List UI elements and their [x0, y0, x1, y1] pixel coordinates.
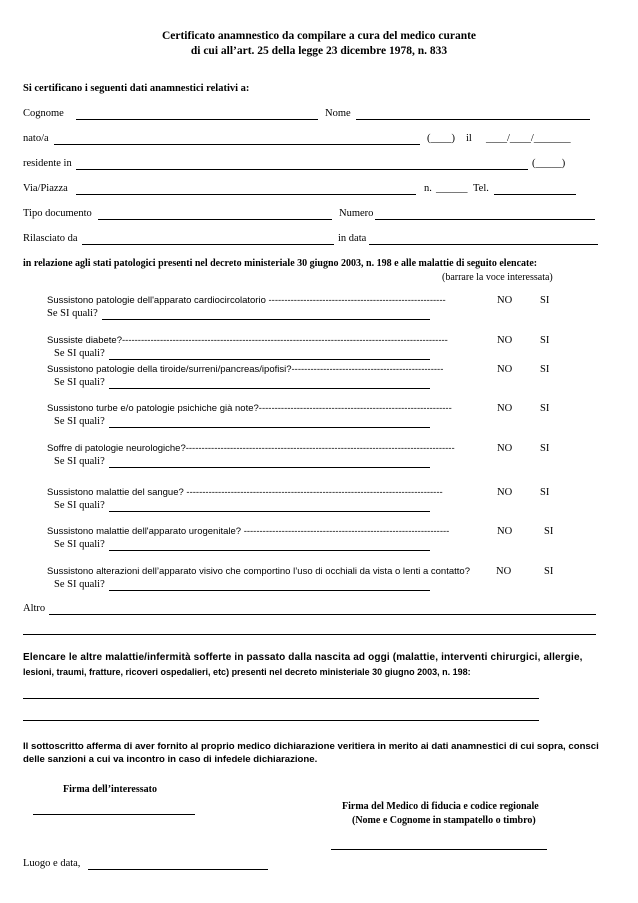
- nato-field[interactable]: [54, 144, 420, 145]
- pathology-question: Sussistono patologie dell'apparato cardiocircolatorio --------------------------------------------------------: [47, 295, 446, 306]
- tipo-documento-label: Tipo documento: [23, 208, 92, 219]
- altro-label: Altro: [23, 603, 46, 614]
- se-si-quali-field[interactable]: [109, 388, 430, 389]
- se-si-quali-label: Se SI quali?: [54, 500, 105, 511]
- se-si-quali-label: Se SI quali?: [54, 348, 105, 359]
- history-field-line-2[interactable]: [23, 720, 539, 721]
- si-option[interactable]: SI: [544, 526, 554, 537]
- se-si-quali-field[interactable]: [109, 427, 430, 428]
- tipo-documento-field[interactable]: [98, 219, 332, 220]
- tel-field[interactable]: [494, 194, 576, 195]
- si-option[interactable]: SI: [544, 566, 554, 577]
- civico-label: n.: [424, 183, 432, 194]
- se-si-quali-label: Se SI quali?: [54, 456, 105, 467]
- rilasciato-label: Rilasciato da: [23, 233, 78, 244]
- no-option[interactable]: NO: [497, 364, 513, 375]
- si-option[interactable]: SI: [540, 295, 550, 306]
- firma-interessato-field[interactable]: [33, 814, 195, 815]
- se-si-quali-field[interactable]: [102, 319, 430, 320]
- nome-label: Nome: [325, 108, 351, 119]
- dichiarazione-line-2: delle sanzioni a cui va incontro in caso di infedele dichiarazione.: [23, 754, 318, 765]
- no-option[interactable]: NO: [496, 566, 512, 577]
- no-option[interactable]: NO: [497, 335, 513, 346]
- si-option[interactable]: SI: [540, 443, 550, 454]
- no-option[interactable]: NO: [497, 526, 513, 537]
- elencare-text: Elencare le altre malattie/infermità sofferte in passato dalla nascita ad oggi (malattie, interventi chirurgici, allergie,: [23, 652, 583, 663]
- rilasciato-field[interactable]: [82, 244, 334, 245]
- pathology-question: Soffre di patologie neurologiche?-------------------------------------------------------------------------------------: [47, 443, 455, 454]
- firma-interessato-label: Firma dell’interessato: [63, 784, 157, 795]
- history-field-line-1[interactable]: [23, 698, 539, 699]
- firma-medico-label: Firma del Medico di fiducia e codice regionale: [342, 801, 539, 812]
- numero-label: Numero: [339, 208, 374, 219]
- nato-label: nato/a: [23, 133, 49, 144]
- barrare-note: (barrare la voce interessata): [442, 272, 553, 283]
- cognome-field[interactable]: [76, 119, 318, 120]
- no-option[interactable]: NO: [497, 295, 513, 306]
- il-label: il: [466, 133, 472, 144]
- intro-text: Si certificano i seguenti dati anamnestici relativi a:: [23, 83, 250, 94]
- se-si-quali-label: Se SI quali?: [54, 416, 105, 427]
- civico-field[interactable]: ______: [436, 183, 468, 194]
- elencare-text-2: lesioni, traumi, fratture, ricoveri ospedalieri, etc) presenti nel decreto ministeriale 30 giugno 2003, n. 198:: [23, 667, 471, 677]
- luogo-data-label: Luogo e data,: [23, 858, 81, 869]
- residente-field[interactable]: [76, 169, 528, 170]
- se-si-quali-label: Se SI quali?: [54, 579, 105, 590]
- si-option[interactable]: SI: [540, 364, 550, 375]
- pathology-question: Sussistono turbe e/o patologie psichiche già note?-------------------------------------------------------------: [47, 403, 452, 414]
- firma-medico-sub: (Nome e Cognome in stampatello o timbro): [352, 815, 536, 826]
- se-si-quali-field[interactable]: [109, 550, 430, 551]
- se-si-quali-label: Se SI quali?: [54, 377, 105, 388]
- si-option[interactable]: SI: [540, 403, 550, 414]
- no-option[interactable]: NO: [497, 487, 513, 498]
- pathology-question: Sussistono alterazioni dell’apparato visivo che comportino l’uso di occhiali da vista o lenti a contatto?: [47, 566, 470, 577]
- no-option[interactable]: NO: [497, 403, 513, 414]
- pathology-question: Sussiste diabete?-------------------------------------------------------------------------------------------------------: [47, 335, 448, 346]
- si-option[interactable]: SI: [540, 335, 550, 346]
- in-data-label: in data: [338, 233, 367, 244]
- se-si-quali-field[interactable]: [109, 590, 430, 591]
- se-si-quali-label: Se SI quali?: [54, 539, 105, 550]
- title-line-2: di cui all’art. 25 della legge 23 dicembre 1978, n. 833: [190, 45, 448, 57]
- pathology-question: Sussistono malattie del sangue? ---------------------------------------------------------------------------------: [47, 487, 443, 498]
- se-si-quali-field[interactable]: [109, 511, 430, 512]
- cognome-label: Cognome: [23, 108, 64, 119]
- via-field[interactable]: [76, 194, 416, 195]
- title-line-1: Certificato anamnestico da compilare a cura del medico curante: [161, 30, 477, 42]
- via-label: Via/Piazza: [23, 183, 68, 194]
- numero-field[interactable]: [375, 219, 595, 220]
- firma-medico-field[interactable]: [331, 849, 547, 850]
- no-option[interactable]: NO: [497, 443, 513, 454]
- altro-field-line-2[interactable]: [23, 634, 596, 635]
- provincia-field[interactable]: (____): [427, 133, 455, 144]
- residente-label: residente in: [23, 158, 72, 169]
- nome-field[interactable]: [356, 119, 590, 120]
- residente-provincia-field[interactable]: (_____): [532, 158, 566, 169]
- dichiarazione-line-1: Il sottoscritto afferma di aver fornito al proprio medico dichiarazione veritiera in merito ai dati anamnestici di cui sopra, consci: [23, 741, 599, 752]
- se-si-quali-field[interactable]: [109, 467, 430, 468]
- altro-field[interactable]: [49, 614, 596, 615]
- in-data-field[interactable]: [369, 244, 598, 245]
- se-si-quali-label: Se SI quali?: [47, 308, 98, 319]
- se-si-quali-field[interactable]: [109, 359, 430, 360]
- pathology-question: Sussistono patologie della tiroide/surreni/pancreas/ipofisi?------------------------------------------------: [47, 364, 444, 375]
- tel-label: Tel.: [473, 183, 489, 194]
- pathology-question: Sussistono malattie dell'apparato urogenitale? -----------------------------------------------------------------: [47, 526, 450, 537]
- si-option[interactable]: SI: [540, 487, 550, 498]
- relation-text: in relazione agli stati patologici presenti nel decreto ministeriale 30 giugno 2003, n. 198 e alle malattie di seguito elencate:: [23, 258, 538, 269]
- luogo-data-field[interactable]: [88, 869, 268, 870]
- birth-date-field[interactable]: ____/____/_______: [486, 133, 571, 144]
